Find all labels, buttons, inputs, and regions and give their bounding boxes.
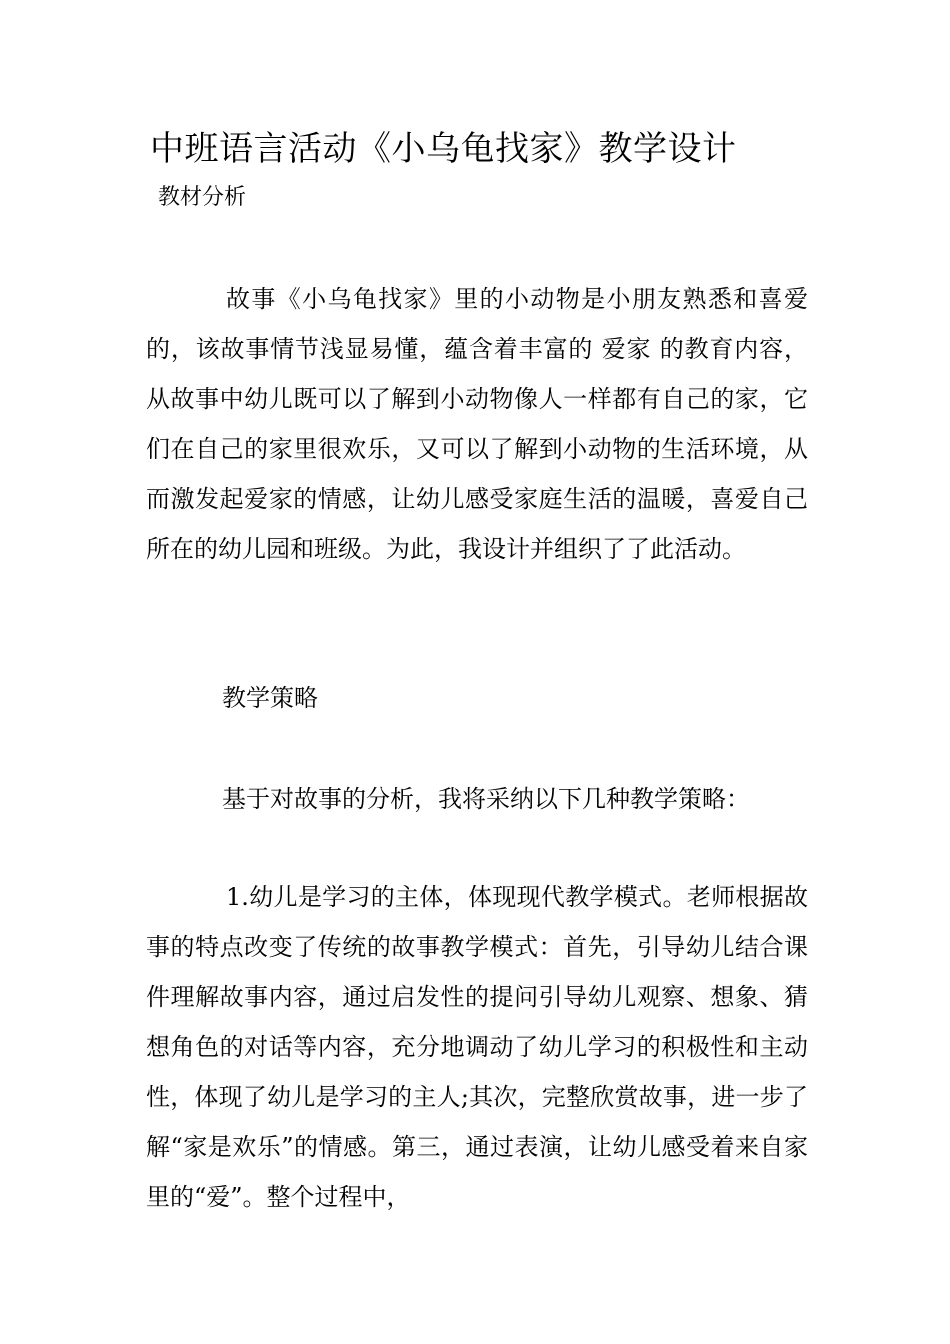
section-heading-teaching-strategy: 教学策略 bbox=[222, 684, 318, 712]
paragraph-material-analysis: 故事《小乌龟找家》里的小动物是小朋友熟悉和喜爱的，该故事情节浅显易懂，蕴含着丰富的 爱家 的教育内容，从故事中幼儿既可以了解到小动物像人一样都有自己的家，它们在自己的家里很欢乐，又可以了解到小动物的生活环境，从而激发起爱家的情感，让幼儿感受家庭生活的温暖，喜爱自己所在的幼儿园和班级。为此，我设计并组织了了此活动。 bbox=[146, 285, 808, 563]
paragraph-strategy-1: 1.幼儿是学习的主体，体现现代教学模式。老师根据故事的特点改变了传统的故事教学模式：首先，引导幼儿结合课件理解故事内容，通过启发性的提问引导幼儿观察、想象、猜想角色的对话等内容，充分地调动了幼儿学习的积极性和主动性，体现了幼儿是学习的主人;其次，完整欣赏故事，进一步了解“家是欢乐”的情感。第三，通过表演，让幼儿感受着来自家里的“爱”。整个过程中， bbox=[146, 883, 808, 1211]
document-title: 中班语言活动《小乌龟找家》教学设计 bbox=[150, 129, 737, 169]
section-label-material-analysis: 教材分析 bbox=[158, 185, 247, 210]
paragraph-strategy-intro: 基于对故事的分析，我将采纳以下几种教学策略： bbox=[222, 785, 750, 813]
